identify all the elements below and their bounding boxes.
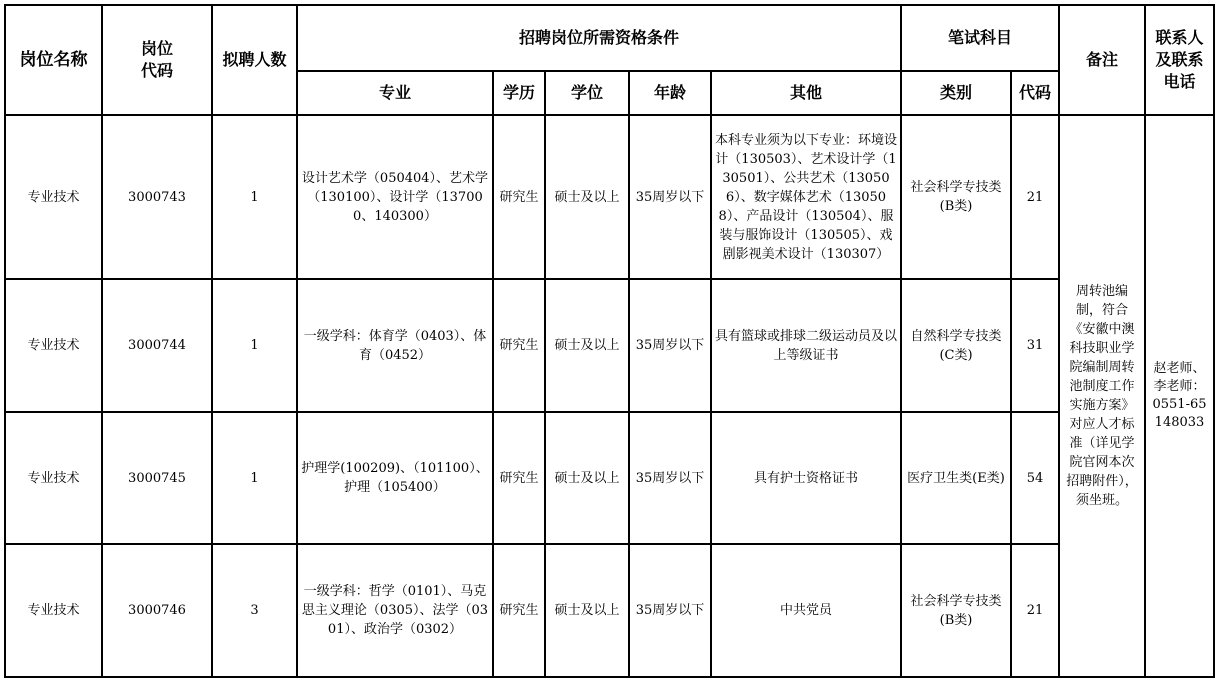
header-quota: 拟聘人数 [212, 5, 297, 115]
post-name-cell: 专业技术 [5, 544, 102, 677]
header-post-code: 岗位代码 [102, 5, 212, 115]
category-cell: 社会科学专技类(B类) [901, 544, 1011, 677]
header-age: 年龄 [629, 71, 711, 115]
major-cell: 一级学科：哲学（0101）、马克思主义理论（0305）、法学（0301）、政治学（0302） [297, 544, 493, 677]
major-cell: 设计艺术学（050404）、艺术学（130100）、设计学（137000、140300） [297, 115, 493, 279]
header-remarks: 备注 [1059, 5, 1145, 115]
age-cell: 35周岁以下 [629, 544, 711, 677]
degree-cell: 硕士及以上 [545, 115, 629, 279]
post-code-cell: 3000745 [102, 412, 212, 544]
post-name-cell: 专业技术 [5, 279, 102, 412]
header-major: 专业 [297, 71, 493, 115]
post-code-cell: 3000746 [102, 544, 212, 677]
post-name-cell: 专业技术 [5, 115, 102, 279]
major-cell: 一级学科：体育学（0403）、体育（0452） [297, 279, 493, 412]
degree-cell: 硕士及以上 [545, 544, 629, 677]
category-cell: 自然科学专技类(C类) [901, 279, 1011, 412]
category-cell: 医疗卫生类(E类) [901, 412, 1011, 544]
header-degree: 学位 [545, 71, 629, 115]
header-post-name: 岗位名称 [5, 5, 102, 115]
header-category: 类别 [901, 71, 1011, 115]
degree-cell: 硕士及以上 [545, 412, 629, 544]
remarks-cell: 周转池编制，符合《安徽中澳科技职业学院编制周转池制度工作实施方案》对应人才标准（详见学院官网本次招聘附件），须坐班。 [1059, 115, 1145, 677]
post-name-cell: 专业技术 [5, 412, 102, 544]
table-row [5, 115, 1214, 279]
education-cell: 研究生 [493, 115, 545, 279]
recruitment-table-wrapper [4, 4, 1215, 678]
quota-cell: 1 [212, 412, 297, 544]
quota-cell: 1 [212, 279, 297, 412]
education-cell: 研究生 [493, 279, 545, 412]
other-cell: 本科专业须为以下专业：环境设计（130503）、艺术设计学（130501）、公共艺术（130506）、数字媒体艺术（130508）、产品设计（130504）、服装与服饰设计（130505）、戏剧影视美术设计（130307） [711, 115, 901, 279]
other-cell: 具有护士资格证书 [711, 412, 901, 544]
education-cell: 研究生 [493, 544, 545, 677]
header-other: 其他 [711, 71, 901, 115]
header-exam: 笔试科目 [901, 5, 1059, 71]
table-row [5, 279, 1214, 412]
education-cell: 研究生 [493, 412, 545, 544]
code-cell: 21 [1011, 115, 1059, 279]
table-row [5, 412, 1214, 544]
code-cell: 21 [1011, 544, 1059, 677]
header-contact: 联系人及联系电话 [1145, 5, 1214, 115]
age-cell: 35周岁以下 [629, 115, 711, 279]
other-cell: 具有篮球或排球二级运动员及以上等级证书 [711, 279, 901, 412]
header-qualifications: 招聘岗位所需资格条件 [297, 5, 901, 71]
other-cell: 中共党员 [711, 544, 901, 677]
post-code-cell: 3000743 [102, 115, 212, 279]
header-code: 代码 [1011, 71, 1059, 115]
category-cell: 社会科学专技类(B类) [901, 115, 1011, 279]
age-cell: 35周岁以下 [629, 412, 711, 544]
code-cell: 31 [1011, 279, 1059, 412]
post-code-cell: 3000744 [102, 279, 212, 412]
recruitment-table [4, 4, 1215, 678]
table-row [5, 544, 1214, 677]
contact-cell: 赵老师、李老师：0551-65148033 [1145, 115, 1214, 677]
code-cell: 54 [1011, 412, 1059, 544]
quota-cell: 3 [212, 544, 297, 677]
age-cell: 35周岁以下 [629, 279, 711, 412]
degree-cell: 硕士及以上 [545, 279, 629, 412]
major-cell: 护理学(100209)、（101100）、护理（105400） [297, 412, 493, 544]
quota-cell: 1 [212, 115, 297, 279]
header-education: 学历 [493, 71, 545, 115]
